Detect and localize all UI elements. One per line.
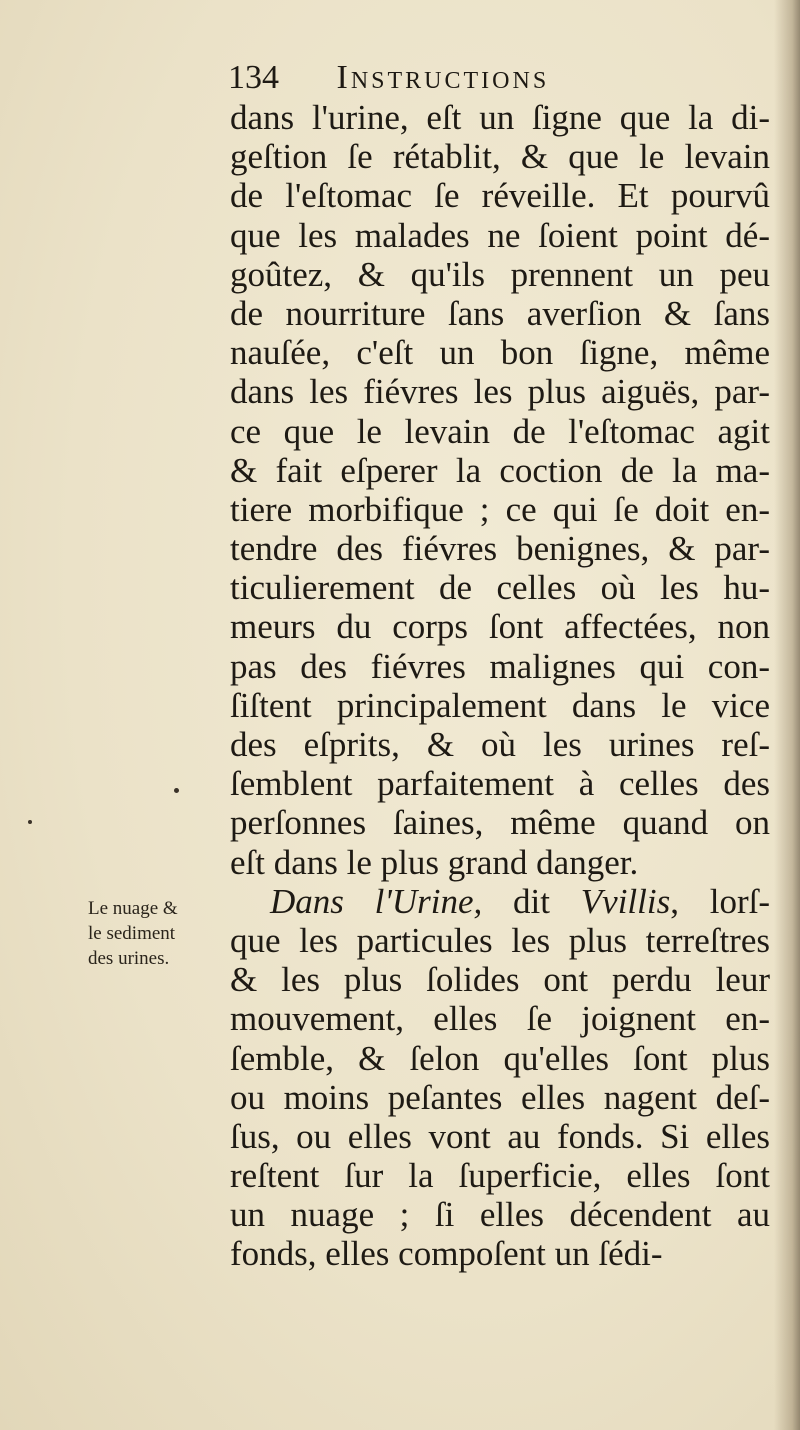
author-name: Vvillis: [580, 881, 671, 921]
text-line: ſemblent parfaitement à celles des: [230, 764, 770, 804]
text-line: eſt dans le plus grand danger.: [230, 842, 639, 882]
running-head: [228, 56, 748, 100]
margin-note-line: le sediment: [88, 923, 176, 944]
text-line: geſtion ſe rétablit, & que le levain: [230, 137, 770, 177]
text-line: des eſprits, & où les urines reſ-: [230, 725, 770, 764]
text-line: reſtent ſur la ſuperficie, elles ſont: [230, 1156, 770, 1196]
text-line: perſonnes ſaines, même quand on: [230, 803, 770, 843]
text-line: ticulierement de celles où les hu-: [230, 568, 770, 608]
text-line: mouvement, elles ſe joignent en-: [230, 999, 770, 1039]
text-line: & les plus ſolides ont perdu leur: [230, 960, 770, 1000]
text-line: dans l'urine, eſt un ſigne que la di-: [230, 98, 770, 137]
running-title: Instructions: [336, 59, 550, 96]
text-line: nauſée, c'eſt un bon ſigne, même: [230, 333, 770, 373]
text-fragment: , lorſ-: [670, 881, 770, 921]
text-line: que les malades ne ſoient point dé-: [230, 215, 770, 255]
text-line: goûtez, & qu'ils prennent un peu: [230, 254, 770, 294]
ink-speck: [174, 788, 179, 793]
text-line: que les particules les plus terreſtres: [230, 920, 770, 960]
text-line: fonds, elles compoſent un ſédi-: [230, 1234, 663, 1274]
page-edge-shadow: [774, 0, 800, 1430]
text-line: ce que le levain de l'eſtomac agit: [230, 411, 770, 451]
paragraph-opening-line: [230, 882, 770, 921]
margin-note-line: Le nuage &: [88, 898, 178, 919]
text-line: meurs du corps ſont affectées, non: [230, 607, 770, 647]
text-line: de nourriture ſans averſion & ſans: [230, 293, 770, 333]
margin-note-line: des urines.: [88, 948, 170, 969]
text-line: pas des fiévres malignes qui con-: [230, 646, 770, 686]
italic-phrase: Dans l'Urine,: [270, 881, 483, 921]
text-line: ſiſtent principalement dans le vice: [230, 685, 770, 725]
text-line: dans les fiévres les plus aiguës, par-: [230, 372, 770, 412]
text-line: ſus, ou elles vont au fonds. Si elles: [230, 1116, 770, 1156]
text-fragment: dit: [482, 881, 581, 921]
text-line: de l'eſtomac ſe réveille. Et pourvû: [230, 176, 770, 216]
ink-speck: [28, 820, 32, 824]
body-text: [230, 98, 770, 1274]
text-line: & fait eſperer la coction de la ma-: [230, 450, 770, 490]
text-line: tendre des fiévres benignes, & par-: [230, 529, 770, 569]
text-line: ou moins peſantes elles nagent deſ-: [230, 1077, 770, 1117]
page-number: 134: [228, 59, 279, 96]
text-line: ſemble, & ſelon qu'elles ſont plus: [230, 1038, 770, 1078]
text-line: tiere morbifique ; ce qui ſe doit en-: [230, 489, 770, 529]
text-line: un nuage ; ſi elles décendent au: [230, 1195, 770, 1235]
margin-note: [88, 896, 228, 971]
